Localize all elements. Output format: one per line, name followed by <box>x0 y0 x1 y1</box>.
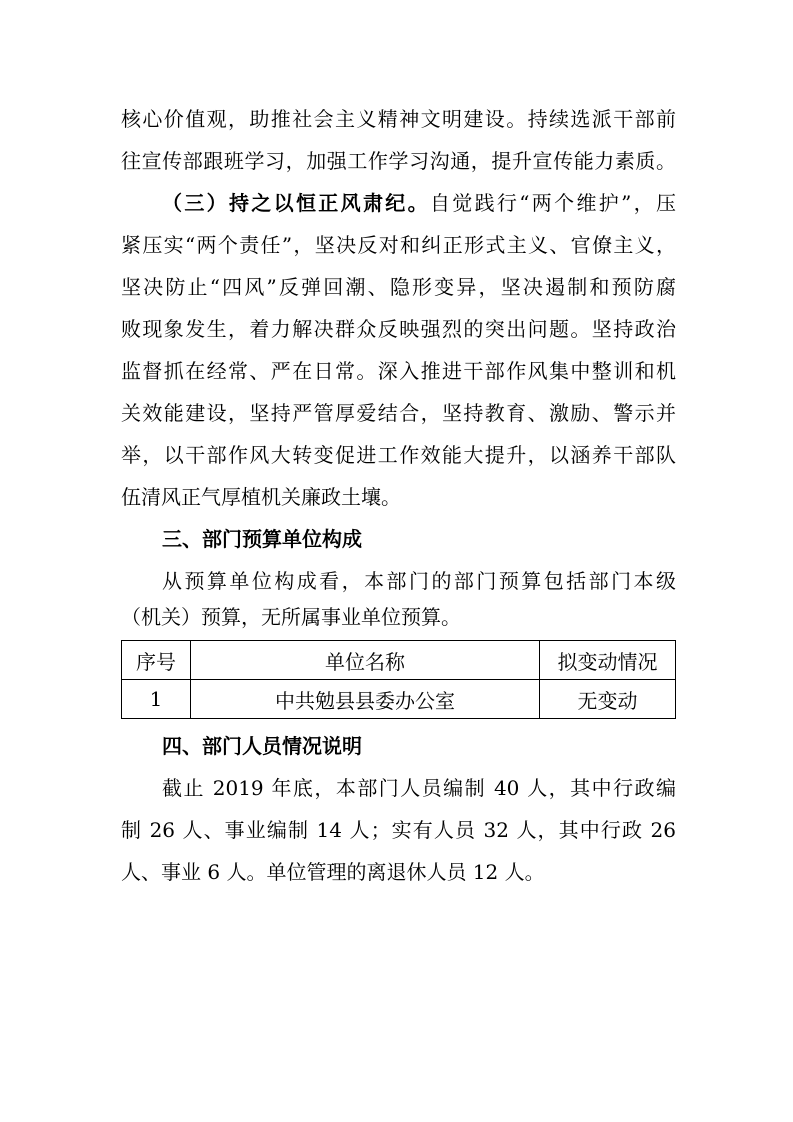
body-text-line: 紧压实“两个责任”，坚决反对和纠正形式主义、官僚主义， <box>121 233 676 257</box>
body-text-line: 监督抓在经常、严在日常。深入推进干部作风集中整训和机 <box>121 359 676 383</box>
budget-unit-table <box>121 640 676 719</box>
part-4-heading: 四、部门人员情况说明 <box>162 734 362 758</box>
body-text-line: 往宣传部跟班学习，加强工作学习沟通，提升宣传能力素质。 <box>121 149 676 173</box>
body-text-line: 关效能建设，坚持严管厚爱结合，坚持教育、激励、警示并 <box>121 401 676 425</box>
body-text-line: 从预算单位构成看，本部门的部门预算包括部门本级 <box>162 569 676 593</box>
body-text-line: 核心价值观，助推社会主义精神文明建设。持续选派干部前 <box>121 107 676 131</box>
section-3-first-line <box>162 191 676 215</box>
body-text-line: 截止 2019 年底，本部门人员编制 40 人，其中行政编 <box>162 776 676 800</box>
body-text-line: 制 26 人、事业编制 14 人；实有人员 32 人，其中行政 26 <box>121 818 676 842</box>
body-text-line: 坚决防止“四风”反弹回潮、隐形变异，坚决遏制和预防腐 <box>121 275 676 299</box>
table-header-row <box>122 641 676 680</box>
section-3-text: 自觉践行“两个维护”，压 <box>429 191 676 215</box>
table-header-cell: 拟变动情况 <box>540 641 676 680</box>
table-row <box>122 680 676 719</box>
body-text-line: 伍清风正气厚植机关廉政土壤。 <box>121 485 401 509</box>
table-header-cell: 单位名称 <box>191 641 540 680</box>
body-text-line: 人、事业 6 人。单位管理的离退休人员 12 人。 <box>121 860 545 884</box>
part-3-heading: 三、部门预算单位构成 <box>162 527 362 551</box>
table-cell: 1 <box>122 680 191 719</box>
body-text-line: （机关）预算，无所属事业单位预算。 <box>121 605 461 629</box>
body-text-line: 举，以干部作风大转变促进工作效能大提升，以涵养干部队 <box>121 443 676 467</box>
section-3-heading: （三）持之以恒正风肃纪。 <box>162 191 430 215</box>
table-cell: 无变动 <box>540 680 676 719</box>
table-header-cell: 序号 <box>122 641 191 680</box>
table-cell: 中共勉县县委办公室 <box>191 680 540 719</box>
body-text-line: 败现象发生，着力解决群众反映强烈的突出问题。坚持政治 <box>121 317 676 341</box>
